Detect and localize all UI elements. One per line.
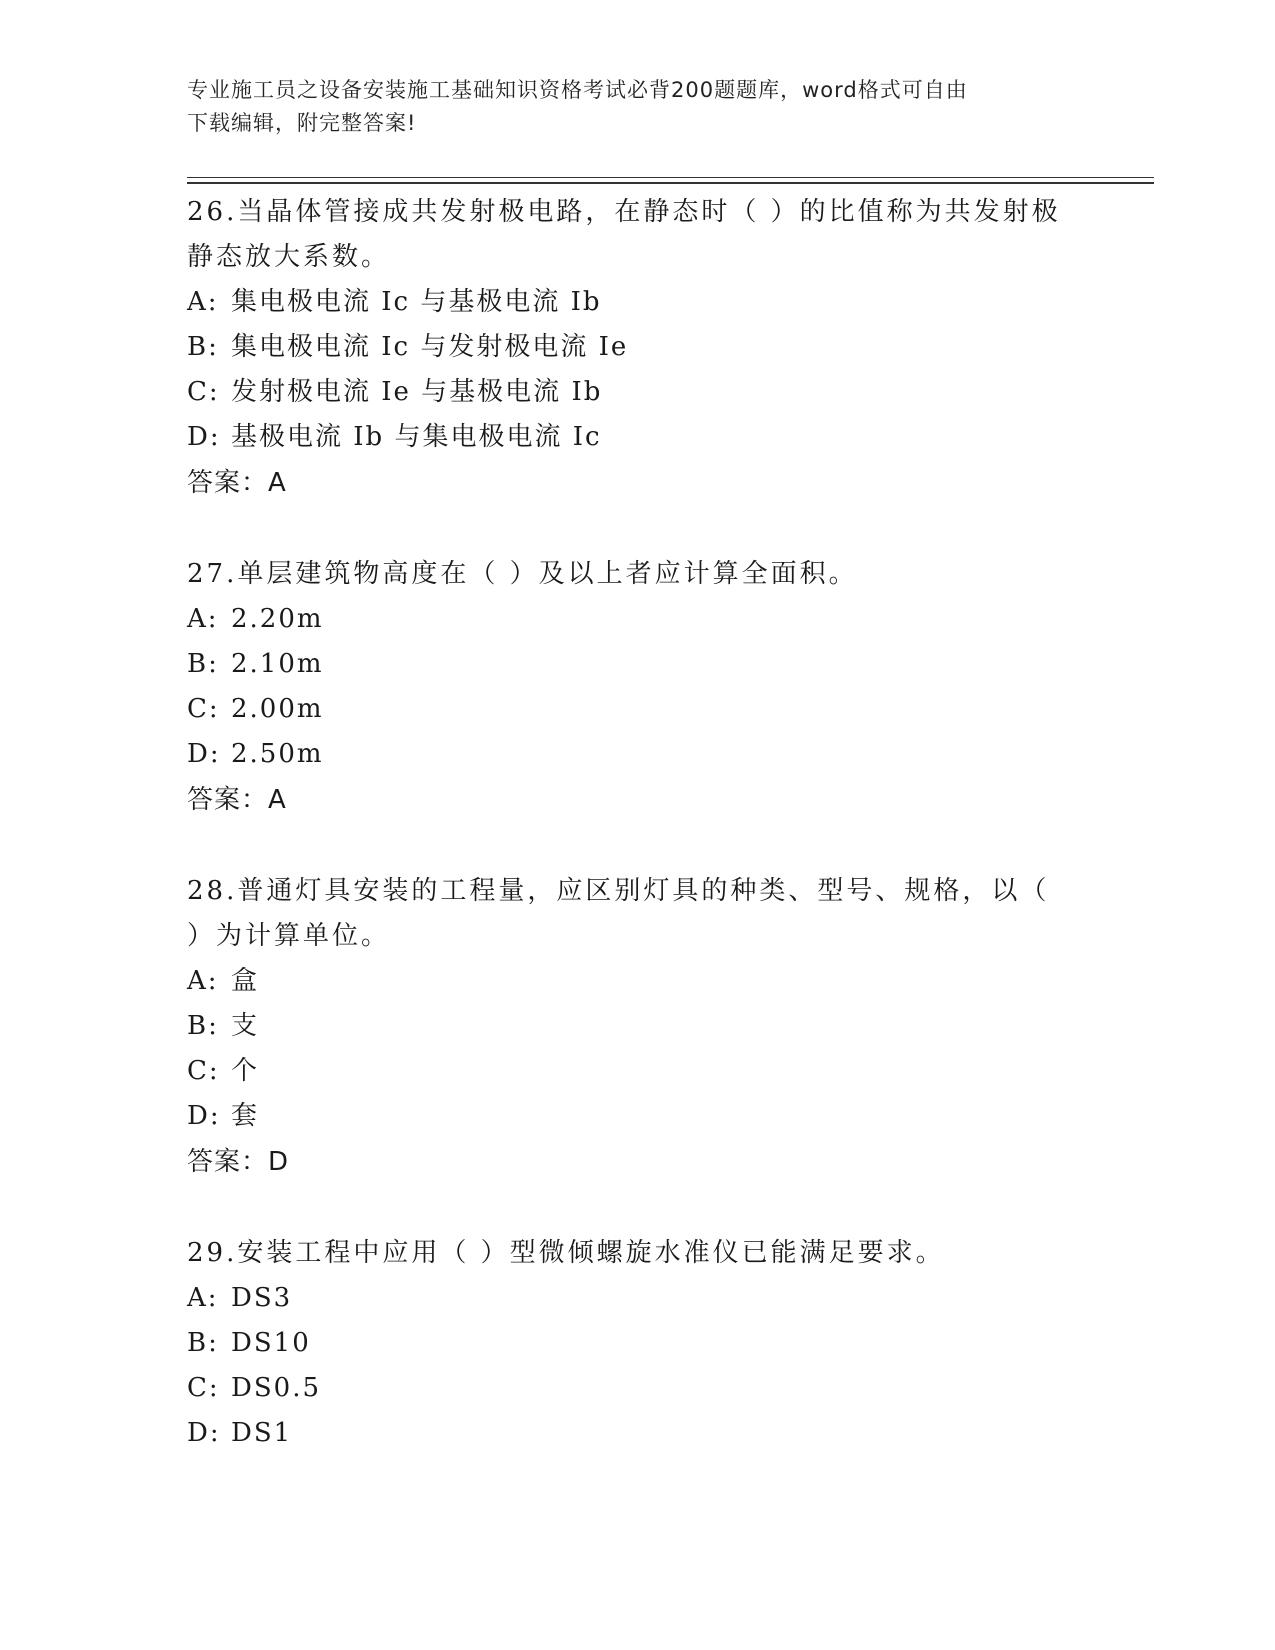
option-letter: C:: [187, 377, 220, 407]
option-text: DS0.5: [231, 1373, 322, 1403]
option-b: [187, 325, 1067, 370]
option-letter: B:: [187, 1328, 219, 1358]
header-line-1: 专业施工员之设备安装施工基础知识资格考试必背200题题库，word格式可自由: [187, 78, 968, 102]
answer-line: [187, 460, 1067, 506]
option-letter: A:: [187, 604, 219, 634]
option-d: [187, 1094, 1067, 1139]
option-b: [187, 1321, 1067, 1366]
option-text: 个: [231, 1056, 260, 1086]
option-b: [187, 1004, 1067, 1049]
question-stem-continued: 静态放大系数。: [187, 242, 391, 272]
question-stem: 29.安装工程中应用（ ）型微倾螺旋水准仪已能满足要求。: [187, 1238, 945, 1268]
question-list: [187, 190, 1067, 1502]
option-d: [187, 1411, 1067, 1456]
option-text: 2.10m: [231, 649, 324, 679]
option-text: DS10: [231, 1328, 311, 1358]
option-letter: D:: [187, 739, 221, 769]
option-b: [187, 642, 1067, 687]
option-text: DS3: [231, 1283, 293, 1313]
answer-label: 答案：: [187, 1147, 269, 1177]
answer-line: [187, 1139, 1067, 1185]
option-text: 套: [231, 1101, 260, 1131]
answer-value: A: [268, 468, 287, 498]
option-text: 2.20m: [231, 604, 324, 634]
question-27: [187, 552, 1067, 823]
option-text: 盒: [231, 966, 260, 996]
header-divider-thin: [187, 177, 1154, 178]
option-c: [187, 370, 1067, 415]
option-text: 集电极电流 Ic 与基极电流 Ib: [231, 287, 602, 317]
answer-line: [187, 777, 1067, 823]
option-letter: B:: [187, 649, 219, 679]
question-stem: 28.普通灯具安装的工程量，应区别灯具的种类、型号、规格，以（: [187, 876, 1050, 906]
answer-value: A: [268, 785, 287, 815]
header-divider-thick: [187, 182, 1154, 184]
option-letter: A:: [187, 1283, 219, 1313]
option-letter: C:: [187, 694, 220, 724]
option-d: [187, 415, 1067, 460]
option-letter: C:: [187, 1373, 220, 1403]
option-a: [187, 959, 1067, 1004]
option-a: [187, 1276, 1067, 1321]
option-a: [187, 597, 1067, 642]
question-26: [187, 190, 1067, 506]
option-text: 集电极电流 Ic 与发射极电流 Ie: [231, 332, 629, 362]
option-a: [187, 280, 1067, 325]
option-text: 基极电流 Ib 与集电极电流 Ic: [231, 422, 602, 452]
answer-label: 答案：: [187, 468, 269, 498]
question-28: [187, 869, 1067, 1185]
option-c: [187, 1366, 1067, 1411]
option-c: [187, 1049, 1067, 1094]
option-letter: A:: [187, 287, 219, 317]
header-line-2: 下载编辑，附完整答案!: [187, 111, 417, 135]
option-letter: D:: [187, 1101, 221, 1131]
document-header: [187, 74, 1067, 140]
question-stem: 27.单层建筑物高度在（ ）及以上者应计算全面积。: [187, 559, 858, 589]
option-letter: D:: [187, 1418, 221, 1448]
answer-label: 答案：: [187, 785, 269, 815]
option-text: DS1: [231, 1418, 293, 1448]
option-c: [187, 687, 1067, 732]
question-29: [187, 1231, 1067, 1456]
option-text: 2.50m: [231, 739, 324, 769]
option-text: 支: [231, 1011, 260, 1041]
option-letter: B:: [187, 332, 219, 362]
option-text: 2.00m: [231, 694, 324, 724]
question-stem-continued: ）为计算单位。: [187, 921, 391, 951]
option-letter: D:: [187, 422, 221, 452]
question-stem: 26.当晶体管接成共发射极电路，在静态时（ ）的比值称为共发射极: [187, 197, 1061, 227]
answer-value: D: [268, 1147, 290, 1177]
option-letter: B:: [187, 1011, 219, 1041]
option-letter: C:: [187, 1056, 220, 1086]
option-d: [187, 732, 1067, 777]
option-text: 发射极电流 Ie 与基极电流 Ib: [231, 377, 603, 407]
option-letter: A:: [187, 966, 219, 996]
